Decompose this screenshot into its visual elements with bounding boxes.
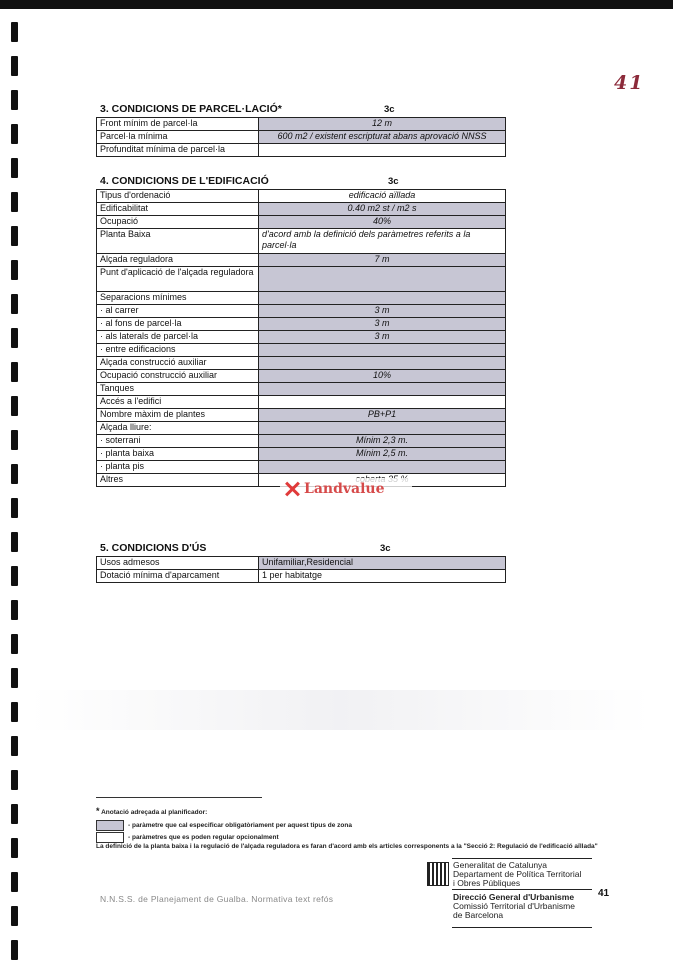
row-value: d'acord amb la definició dels paràmetres referits a la parcel·la (259, 229, 506, 254)
binder-hole (11, 56, 18, 76)
row-value: 10% (259, 370, 506, 383)
watermark-cross-icon (283, 480, 301, 498)
row-value (259, 396, 506, 409)
binder-hole (11, 294, 18, 314)
binder-hole (11, 192, 18, 212)
stamp-line2: Departament de Política Territorial (453, 869, 582, 879)
table-row (97, 448, 506, 461)
row-value (259, 422, 506, 435)
row-label: Ocupació (97, 216, 259, 229)
binder-hole (11, 532, 18, 552)
table-row (97, 370, 506, 383)
scan-bleed-through (30, 690, 650, 730)
row-label: Ocupació construcció auxiliar (97, 370, 259, 383)
row-label: Planta Baixa (97, 229, 259, 254)
binder-hole (11, 260, 18, 280)
table-row (97, 216, 506, 229)
row-label: Alçada reguladora (97, 254, 259, 267)
stamp-rule-top (452, 858, 592, 859)
row-value: 600 m2 / existent escripturat abans aprovació NNSS (259, 131, 506, 144)
table-row (97, 383, 506, 396)
row-value (259, 357, 506, 370)
row-value (259, 461, 506, 474)
stamp-rule-bottom (452, 927, 592, 928)
binder-hole (11, 906, 18, 926)
row-value: Unifamiliar,Residencial (259, 557, 506, 570)
binder-hole (11, 736, 18, 756)
row-value: Mínim 2,5 m. (259, 448, 506, 461)
table-row (97, 203, 506, 216)
row-label: Edificabilitat (97, 203, 259, 216)
row-value: PB+P1 (259, 409, 506, 422)
row-label: Altres (97, 474, 259, 487)
table-row (97, 305, 506, 318)
section3-title: 3. CONDICIONS DE PARCEL·LACIÓ* (100, 103, 282, 115)
row-label: Parcel·la mínima (97, 131, 259, 144)
binder-hole (11, 396, 18, 416)
binder-hole (11, 158, 18, 178)
binder-hole (11, 804, 18, 824)
binder-hole (11, 566, 18, 586)
handwritten-page-number: 41 (614, 72, 645, 94)
stamp-line5: Comissió Territorial d'Urbanisme (453, 901, 575, 911)
binder-hole (11, 90, 18, 110)
table-row (97, 144, 506, 157)
section4-code: 3c (388, 176, 399, 187)
row-label: Tipus d'ordenació (97, 190, 259, 203)
legend-shaded-swatch (96, 820, 124, 831)
row-label: Accés a l'edifici (97, 396, 259, 409)
legend-optional: - paràmetres que es poden regular opcionalment (96, 832, 279, 843)
watermark (280, 478, 412, 500)
section4-table (96, 189, 506, 487)
table-row (97, 292, 506, 305)
footnote-star: * (96, 806, 100, 816)
row-value: 1 per habitatge (259, 570, 506, 583)
legend-required: - paràmetre que cal especificar obligatòriament per aquest tipus de zona (96, 820, 352, 831)
row-label: Alçada lliure: (97, 422, 259, 435)
row-value: 40% (259, 216, 506, 229)
table-row (97, 131, 506, 144)
table-row (97, 422, 506, 435)
binder-hole (11, 838, 18, 858)
table-row (97, 267, 506, 292)
binder-hole (11, 940, 18, 960)
row-label: Nombre màxim de plantes (97, 409, 259, 422)
stamp-rule-mid (452, 889, 592, 890)
table-row (97, 118, 506, 131)
row-value: edificació aïllada (259, 190, 506, 203)
row-label: Profunditat mínima de parcel·la (97, 144, 259, 157)
row-label: · soterrani (97, 435, 259, 448)
binder-hole (11, 226, 18, 246)
section5-table (96, 556, 506, 583)
row-value (259, 383, 506, 396)
stamp-line3: i Obres Públiques (453, 878, 521, 888)
footnote-note: * Anotació adreçada al planificador: (96, 806, 208, 816)
binder-hole (11, 22, 18, 42)
row-label: Separacions mínimes (97, 292, 259, 305)
binder-hole (11, 770, 18, 790)
row-value (259, 267, 506, 292)
row-value: 0.40 m2 st / m2 s (259, 203, 506, 216)
table-row (97, 318, 506, 331)
section5-title: 5. CONDICIONS D'ÚS (100, 542, 207, 554)
row-label: Alçada construcció auxiliar (97, 357, 259, 370)
row-value: 3 m (259, 331, 506, 344)
footer-document-title: N.N.S.S. de Planejament de Gualba. Normativa text refós (100, 894, 334, 904)
binder-hole (11, 498, 18, 518)
footnote-rule (96, 797, 262, 798)
section3-table (96, 117, 506, 157)
section4-title: 4. CONDICIONS DE L'EDIFICACIÓ (100, 175, 269, 187)
row-value: 7 m (259, 254, 506, 267)
binder-hole (11, 464, 18, 484)
stamp-line1: Generalitat de Catalunya (453, 860, 548, 870)
binder-hole (11, 634, 18, 654)
binder-hole (11, 872, 18, 892)
row-label: Punt d'aplicació de l'alçada reguladora (97, 267, 259, 292)
legend-blank-swatch (96, 832, 124, 843)
binder-hole (11, 600, 18, 620)
footnote-definition: La definició de la planta baixa i la regulació de l'alçada reguladora es faran d'acord amb els articles corresponents a la "Secció 2: Regulació de l'edificació aïllada" (96, 843, 598, 850)
row-label: Tanques (97, 383, 259, 396)
scan-top-edge (0, 0, 673, 9)
row-label: · planta baixa (97, 448, 259, 461)
footer-page-number: 41 (598, 888, 610, 899)
row-label: Dotació mínima d'aparcament (97, 570, 259, 583)
row-value: 12 m (259, 118, 506, 131)
row-value: 3 m (259, 318, 506, 331)
row-label: Front mínim de parcel·la (97, 118, 259, 131)
table-row (97, 229, 506, 254)
binder-hole (11, 702, 18, 722)
row-label: · al fons de parcel·la (97, 318, 259, 331)
binder-hole (11, 668, 18, 688)
section3-code: 3c (384, 104, 395, 115)
row-value: 3 m (259, 305, 506, 318)
table-row (97, 557, 506, 570)
section5-code: 3c (380, 543, 391, 554)
generalitat-seal-icon (427, 862, 449, 886)
binder-hole (11, 328, 18, 348)
row-label: · als laterals de parcel·la (97, 331, 259, 344)
table-row (97, 331, 506, 344)
row-value: Mínim 2,3 m. (259, 435, 506, 448)
binder-hole (11, 362, 18, 382)
stamp-line6: de Barcelona (453, 910, 504, 920)
table-row (97, 254, 506, 267)
table-row (97, 435, 506, 448)
table-row (97, 409, 506, 422)
table-row (97, 570, 506, 583)
row-label: · entre edificacions (97, 344, 259, 357)
row-label: · planta pis (97, 461, 259, 474)
watermark-text: Landvalue (304, 481, 385, 497)
binder-hole (11, 124, 18, 144)
row-label: · al carrer (97, 305, 259, 318)
row-value (259, 344, 506, 357)
binder-hole (11, 430, 18, 450)
stamp-line4: Direcció General d'Urbanisme (453, 892, 575, 902)
row-value (259, 144, 506, 157)
table-row (97, 357, 506, 370)
table-row (97, 190, 506, 203)
row-value (259, 292, 506, 305)
table-row (97, 396, 506, 409)
row-label: Usos admesos (97, 557, 259, 570)
table-row (97, 461, 506, 474)
table-row (97, 344, 506, 357)
